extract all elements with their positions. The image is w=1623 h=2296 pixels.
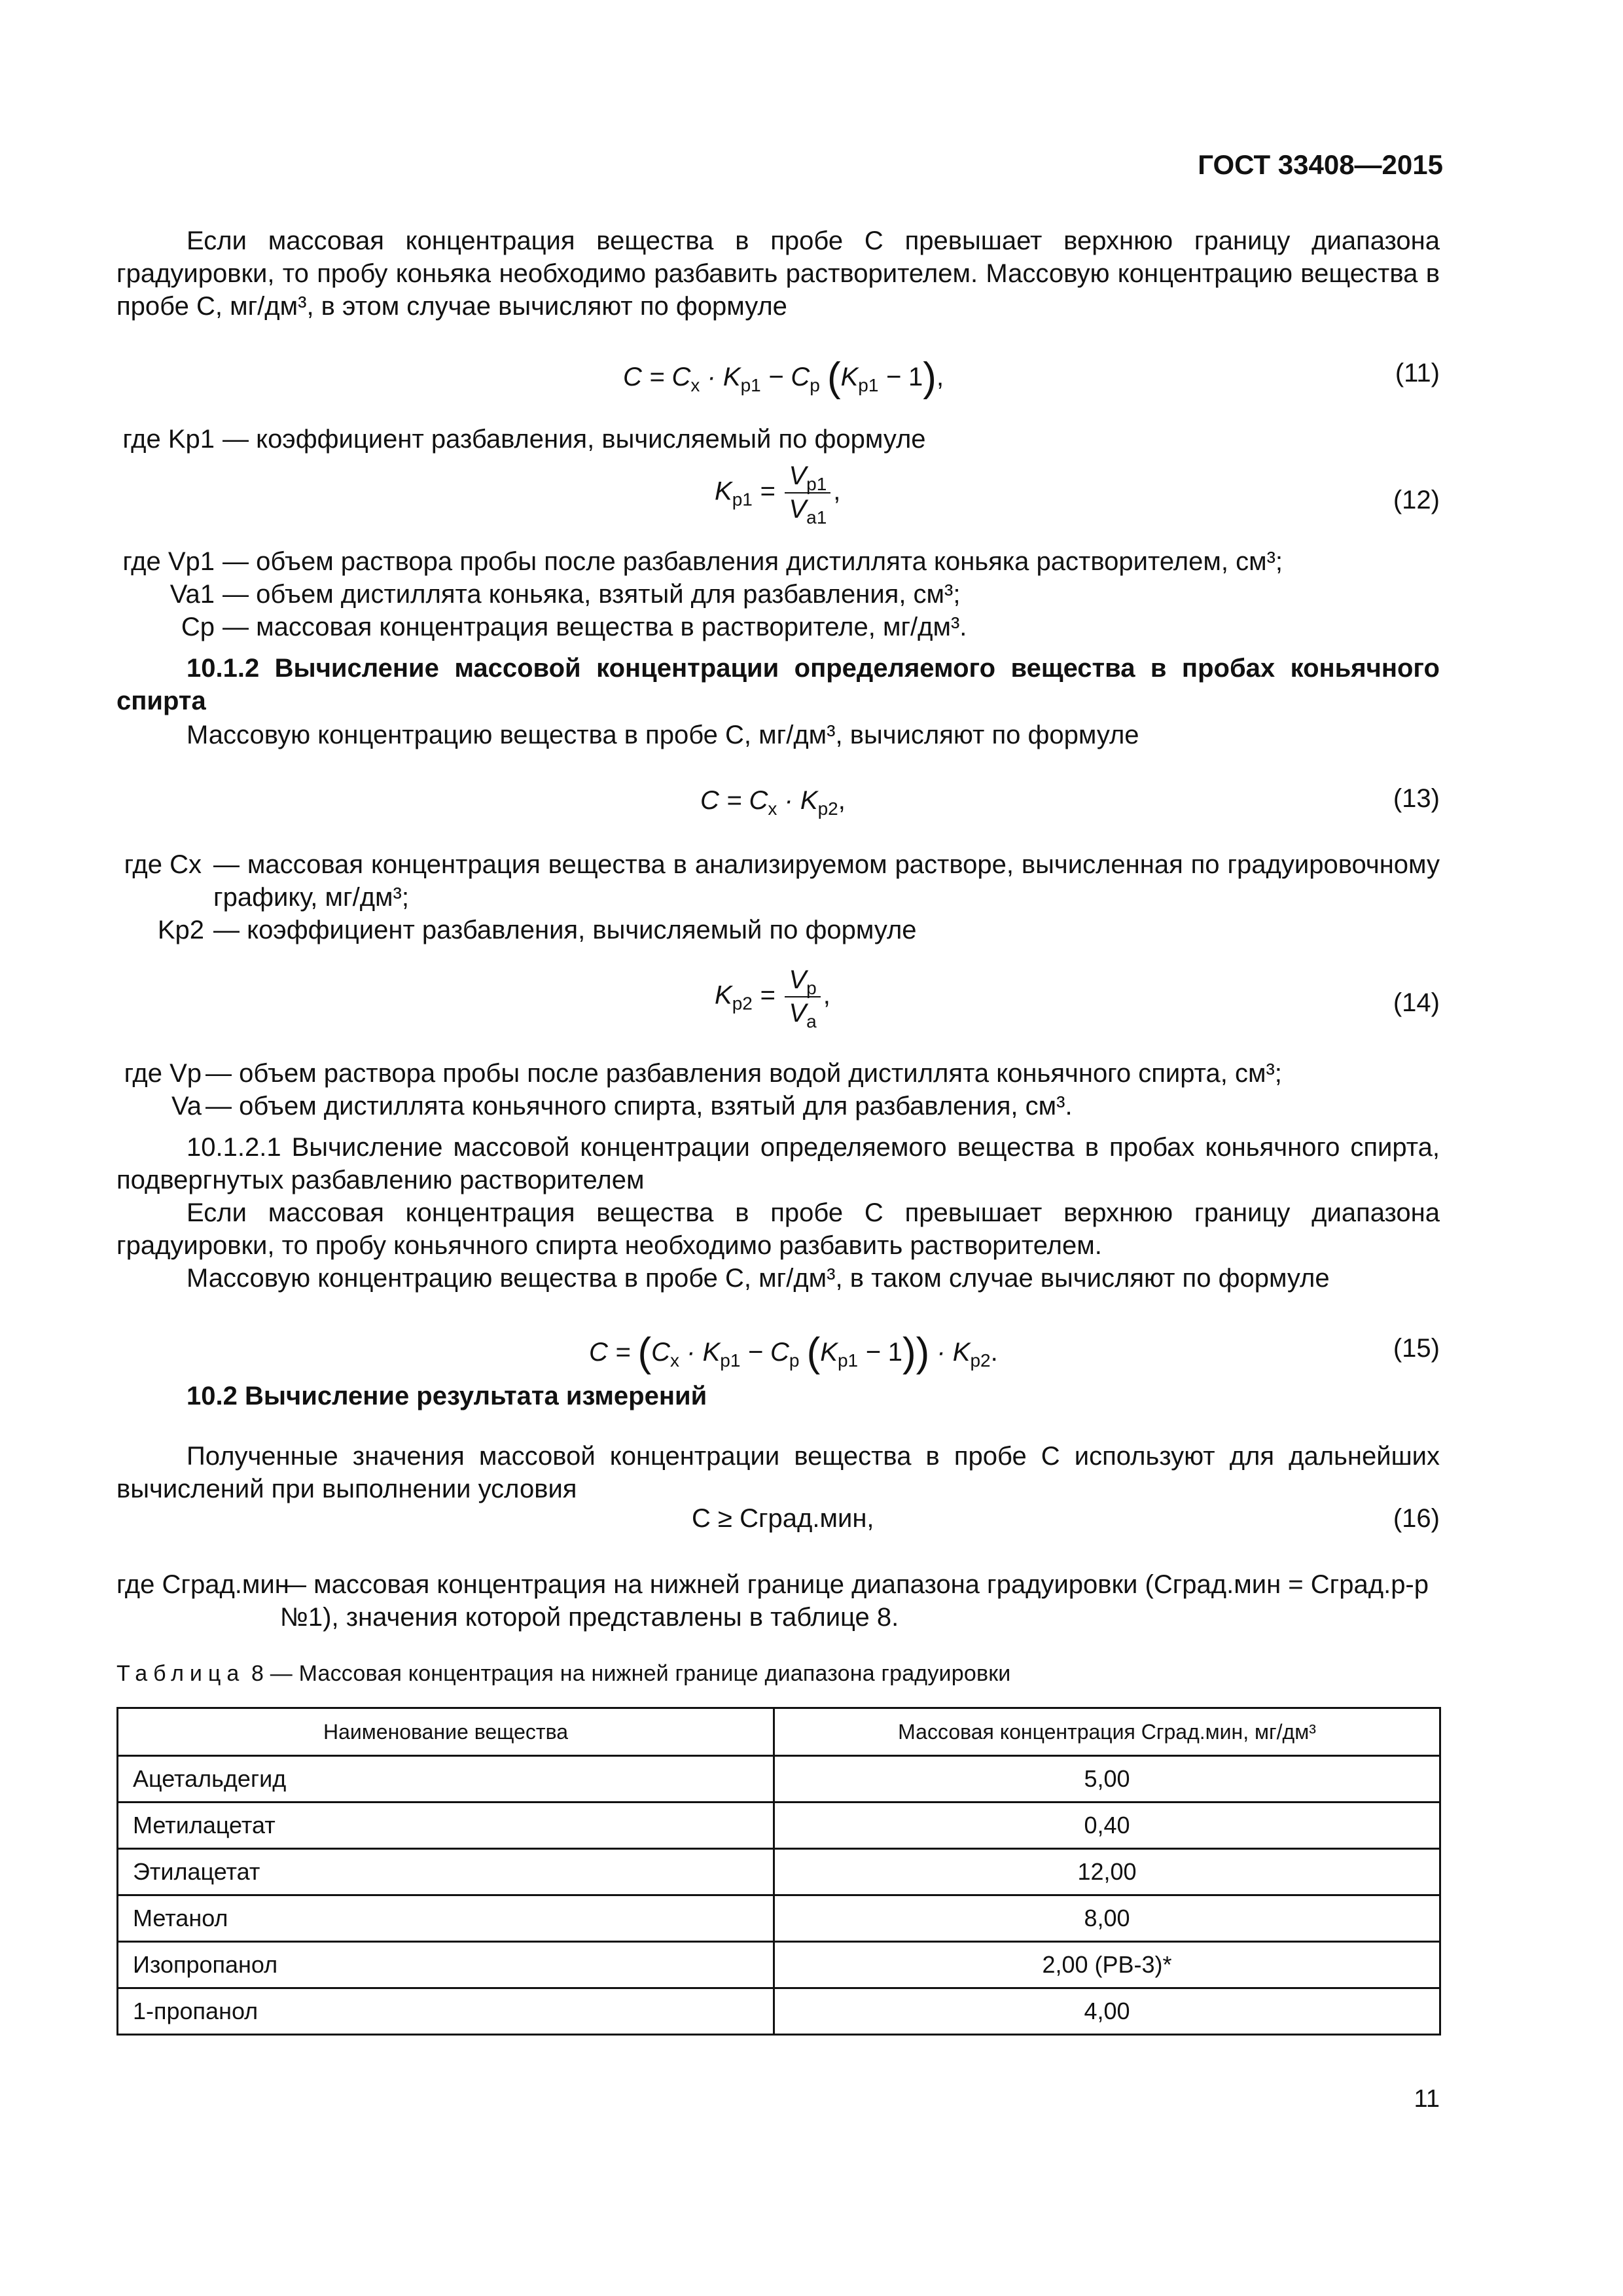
table-cell-value: 2,00 (РВ-3)*	[774, 1942, 1440, 1988]
table-cell-substance: Ацетальдегид	[118, 1756, 774, 1803]
table-cell-value: 12,00	[774, 1849, 1440, 1895]
formula-number-15: (15)	[1393, 1334, 1440, 1363]
paragraph-dilution-intro: Если массовая концентрация вещества в пробе С превышает верхнюю границу диапазона градуировки, то пробу коньяка необходимо разбавить растворителем. Массовую концентрацию вещества в пробе С, мг/дм³, в этом случае вычисляют по формуле	[116, 226, 1440, 321]
symbol-vp: где Vp	[124, 1059, 202, 1088]
table-header-substance: Наименование вещества	[118, 1708, 774, 1756]
symbol-vp1: где Vp1	[122, 547, 215, 576]
standard-header: ГОСТ 33408—2015	[1198, 149, 1443, 180]
formula-11: $C = C_x \cdot K_{p1} - C_p$ $(K_{p1} - 1)$,	[623, 355, 944, 400]
concentration-table	[116, 1707, 1441, 2036]
formula-16: С ≥ Сград.мин,	[692, 1504, 874, 1533]
symbol-cp: Cp	[181, 613, 215, 641]
table-cell-substance: Изопропанол	[118, 1942, 774, 1988]
formula-number-13: (13)	[1393, 784, 1440, 813]
paragraph-dilution-spirit: Если массовая концентрация вещества в пробе С превышает верхнюю границу диапазона градуировки, то пробу коньячного спирта необходимо разбавить растворителем.	[116, 1198, 1440, 1260]
table-cell-substance: 1-пропанол	[118, 1988, 774, 2035]
table-row	[118, 1803, 1440, 1849]
symbol-kp1: где Kp1	[122, 425, 215, 454]
symbol-cgrad-min: где Сград.мин	[116, 1570, 289, 1599]
table-cell-substance: Метанол	[118, 1895, 774, 1942]
table-caption	[116, 1661, 1011, 1687]
definition-vp: — объем раствора пробы после разбавления водой дистиллята коньячного спирта, см³;	[205, 1059, 1282, 1088]
table-row	[118, 1895, 1440, 1942]
definition-cgrad-min: — массовая концентрация на нижней границе диапазона градуировки (Сград.мин = Сград.р-р №1), значения которой представлены в таблице 8.	[280, 1570, 1429, 1632]
definition-kp2: — коэффициент разбавления, вычисляемый по формуле	[213, 916, 917, 944]
formula-number-11: (11)	[1395, 359, 1440, 387]
formula-14: $K_{p2}$ = $\frac{V_p}{V_a}$ ,	[715, 965, 830, 1031]
symbol-va1: Va1	[169, 580, 215, 609]
paragraph-condition-intro: Полученные значения массовой концентрации вещества в пробе С используют для дальнейших вычислений при выполнении условия	[116, 1442, 1440, 1503]
formula-15: $C = (C_x \cdot K_{p1} - C_p$ $(K_{p1} - 1)) \cdot K_{p2}$.	[589, 1330, 998, 1375]
definition-va: — объем дистиллята коньячного спирта, взятый для разбавления, см³.	[205, 1092, 1073, 1121]
paragraph-10-1-2-1: 10.1.2.1 Вычисление массовой концентрации определяемого вещества в пробах коньячного спирта, подвергнутых разбавлению растворителем	[116, 1133, 1440, 1194]
definition-va1: — объем дистиллята коньяка, взятый для разбавления, см³;	[223, 580, 961, 609]
page-number: 11	[1414, 2085, 1440, 2113]
table-cell-value: 5,00	[774, 1756, 1440, 1803]
definition-cp: — массовая концентрация вещества в растворителе, мг/дм³.	[223, 613, 967, 641]
table-row	[118, 1756, 1440, 1803]
table-cell-value: 0,40	[774, 1803, 1440, 1849]
formula-12: $K_{p1}$ = $\frac{V_{p1}}{V_{a1}}$ ,	[715, 461, 841, 528]
table-header-concentration: Массовая концентрация Сград.мин, мг/дм³	[774, 1708, 1440, 1756]
table-row	[118, 1988, 1440, 2035]
definition-vp1: — объем раствора пробы после разбавления дистиллята коньяка растворителем, см³;	[223, 547, 1283, 576]
table-row	[118, 1942, 1440, 1988]
table-header-row	[118, 1708, 1440, 1756]
formula-13: $C = C_x \cdot K_{p2}$,	[700, 786, 846, 819]
section-heading-10-1-2: 10.1.2 Вычисление массовой концентрации определяемого вещества в пробах коньячного спирта	[116, 654, 1440, 715]
section-heading-10-2: 10.2 Вычисление результата измерений	[187, 1382, 707, 1410]
table-cell-value: 8,00	[774, 1895, 1440, 1942]
definition-cx: — массовая концентрация вещества в анализируемом растворе, вычисленная по градуировочному графику, мг/дм³;	[213, 850, 1440, 912]
table-caption-text: 8 — Массовая концентрация на нижней границе диапазона градуировки	[251, 1661, 1011, 1686]
table-caption-label: Таблица	[116, 1661, 245, 1686]
symbol-va: Va	[171, 1092, 202, 1121]
table-cell-substance: Этилацетат	[118, 1849, 774, 1895]
definition-kp1: — коэффициент разбавления, вычисляемый по формуле	[223, 425, 926, 454]
formula-number-14: (14)	[1393, 988, 1440, 1017]
formula-number-16: (16)	[1393, 1504, 1440, 1533]
paragraph-formula-13-intro: Массовую концентрацию вещества в пробе С, мг/дм³, вычисляют по формуле	[187, 721, 1139, 749]
paragraph-formula-15-intro: Массовую концентрацию вещества в пробе С, мг/дм³, в таком случае вычисляют по формуле	[187, 1264, 1330, 1293]
formula-number-12: (12)	[1393, 486, 1440, 514]
symbol-kp2: Kp2	[157, 916, 204, 944]
table-cell-substance: Метилацетат	[118, 1803, 774, 1849]
table-row	[118, 1849, 1440, 1895]
table-cell-value: 4,00	[774, 1988, 1440, 2035]
symbol-cx: где Cx	[124, 850, 202, 879]
